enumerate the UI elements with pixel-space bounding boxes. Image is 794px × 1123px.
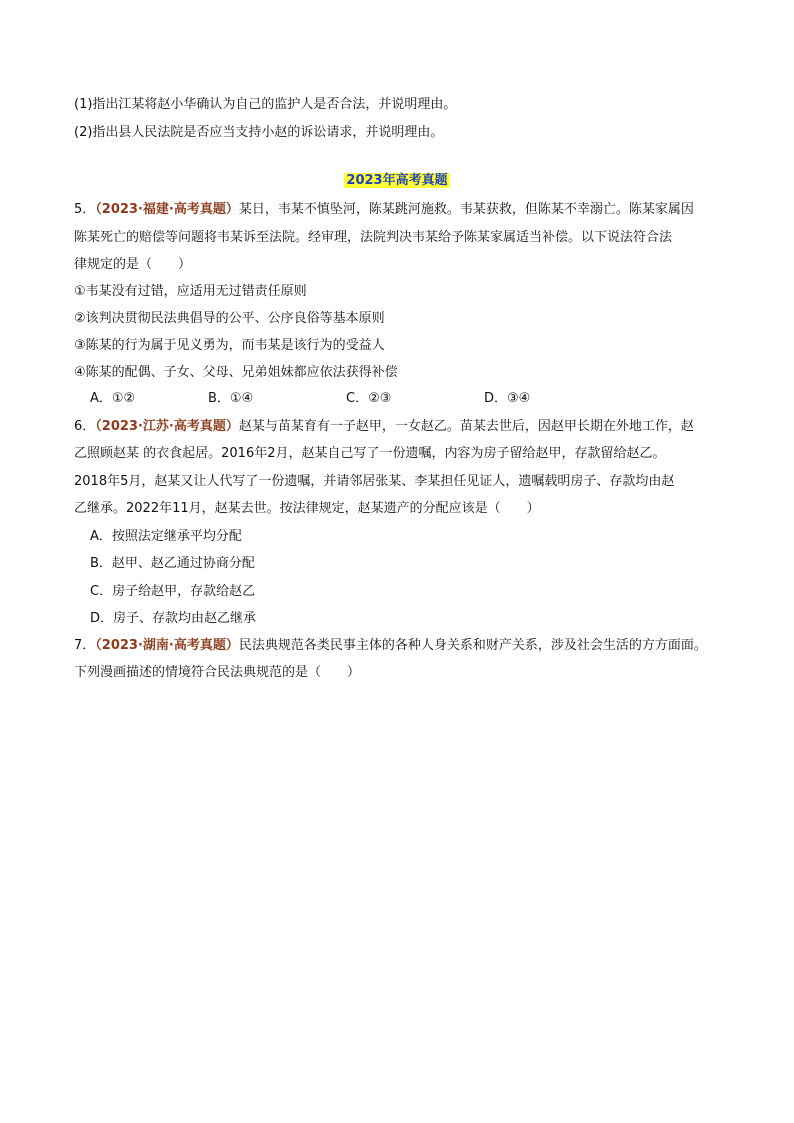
q7-source: （2023·湖南·高考真题） <box>95 638 239 653</box>
q6-source: （2023·江苏·高考真题） <box>95 419 239 434</box>
q5-stem-line-2: 陈某死亡的赔偿等问题将韦某诉至法院。经审理，法院判决韦某给予陈某家属适当补偿。以下说法符合法 <box>74 230 673 245</box>
q7-stem-line-2: 下列漫画描述的情境符合民法典规范的是（ ） <box>74 665 361 680</box>
q5-statement-3: ③陈某的行为属于见义勇为，而韦某是该行为的受益人 <box>74 338 385 353</box>
q7-stem-text-1: 民法典规范各类民事主体的各种人身关系和财产关系，涉及社会生活的方方面面。 <box>238 638 707 653</box>
q5-option-c[interactable]: C．②③ <box>346 391 392 406</box>
q6-stem-line-1 <box>74 418 734 436</box>
q7-number: 7． <box>74 638 96 653</box>
q6-option-b[interactable]: B．赵甲、赵乙通过协商分配 <box>90 556 255 571</box>
q5-statement-4: ④陈某的配偶、子女、父母、兄弟姐妹都应依法获得补偿 <box>74 365 398 380</box>
section-title <box>0 172 794 190</box>
q5-option-a[interactable]: A．①② <box>90 391 136 406</box>
q5-stem-text-1: 某日，韦某不慎坠河，陈某跳河施救。韦某获救，但陈某不幸溺亡。陈某家属因 <box>238 202 694 217</box>
q6-number: 6． <box>74 419 96 434</box>
section-title-label: 2023年高考真题 <box>346 173 448 188</box>
q6-option-a[interactable]: A．按照法定继承平均分配 <box>90 529 242 544</box>
q5-statement-1: ①韦某没有过错，应适用无过错责任原则 <box>74 284 307 299</box>
q5-stem-line-3: 律规定的是（ ） <box>74 257 192 272</box>
q7-stem-line-1 <box>74 637 734 655</box>
q5-option-b[interactable]: B．①④ <box>208 391 254 406</box>
q5-number: 5． <box>74 202 96 217</box>
sub-question-1: (1)指出江某将赵小华确认为自己的监护人是否合法，并说明理由。 <box>74 97 457 112</box>
q6-stem-line-4: 乙继承。2022年11月，赵某去世。按法律规定，赵某遗产的分配应该是（ ） <box>74 501 540 516</box>
q6-stem-line-3: 2018年5月，赵某又让人代写了一份遗嘱，并请邻居张某、李某担任见证人，遗嘱载明房子、存款均由赵 <box>74 474 675 489</box>
q6-stem-line-2: 乙照顾赵某 的衣食起居。2016年2月，赵某自己写了一份遗嘱，内容为房子留给赵甲，存款留给赵乙。 <box>74 446 666 461</box>
q5-source: （2023·福建·高考真题） <box>95 202 239 217</box>
q6-stem-text-1: 赵某与苗某育有一子赵甲，一女赵乙。苗某去世后，因赵甲长期在外地工作，赵 <box>238 419 694 434</box>
q6-option-c[interactable]: C．房子给赵甲，存款给赵乙 <box>90 584 256 599</box>
q5-stem-line-1 <box>74 201 734 219</box>
q6-option-d[interactable]: D．房子、存款均由赵乙继承 <box>90 611 257 626</box>
q5-statement-2: ②该判决贯彻民法典倡导的公平、公序良俗等基本原则 <box>74 311 385 326</box>
q5-option-d[interactable]: D．③④ <box>484 391 531 406</box>
sub-question-2: (2)指出县人民法院是否应当支持小赵的诉讼请求，并说明理由。 <box>74 125 444 140</box>
